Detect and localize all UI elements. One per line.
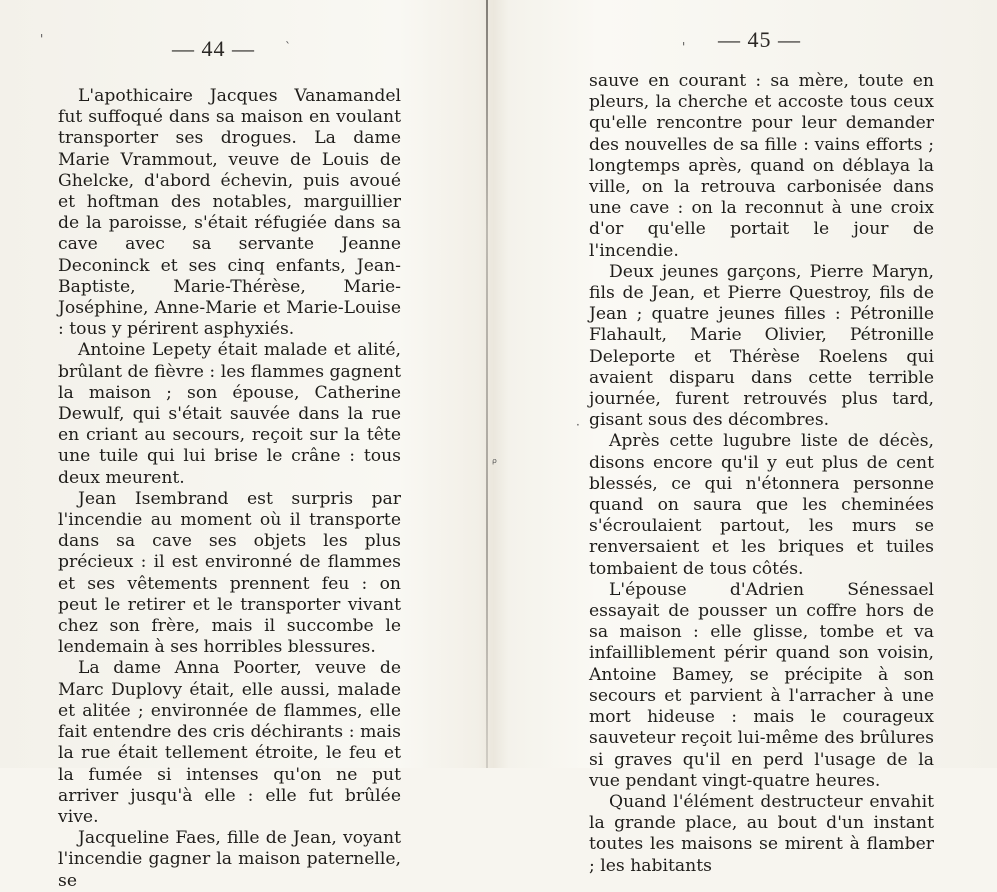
- right-page: [488, 0, 997, 876]
- page-text: [58, 86, 401, 892]
- print-speck: ᵨ: [492, 452, 497, 466]
- paragraph: Deux jeunes garçons, Pierre Maryn, fils de Jean, et Pierre Questroy, fils de Jean ; quatre jeunes filles : Pétronille Flahault, Marie Olivier, Pétronille Deleporte et Thérèse Roelens qui avaient disparu dans cette terrible journée, furent retrouvés plus tard, gisant sous des décombres.: [589, 261, 934, 431]
- paragraph: Jacqueline Faes, fille de Jean, voyant l'incendie gagner la maison paternelle, se: [58, 828, 401, 891]
- paragraph: Jean Isembrand est surpris par l'incendie au moment où il transporte dans sa cave ses objets les plus précieux : il est environné de flammes et ses vêtements prennent feu : on peut le retirer et le transporter vivant chez son frère, mais il succombe le lendemain à ses horribles blessures.: [58, 488, 401, 658]
- paragraph: L'épouse d'Adrien Sénessael essayait de pousser un coffre hors de sa maison : elle glisse, tombe et va infailliblement périr quand son voisin, Antoine Bamey, se précipite à son secours et parvient à l'arracher à une mort hideuse : mais le courageux sauveteur reçoit lui-même des brûlures si graves qu'il en perd l'usage de la vue pendant vingt-quatre heures.: [589, 579, 934, 791]
- paragraph: Quand l'élément destructeur envahit la grande place, au bout d'un instant toutes les maisons se mirent à flamber ; les habitants: [589, 791, 934, 876]
- paragraph: Après cette lugubre liste de décès, disons encore qu'il y eut plus de cent blessés, ce qui n'étonnera personne quand on saura que les cheminées s'écroulaient partout, les murs se renversaient et les briques et tuiles tombaient de tous côtés.: [589, 431, 934, 579]
- paragraph: La dame Anna Poorter, veuve de Marc Duplovy était, elle aussi, malade et alitée ; environnée de flammes, elle fait entendre des cris déchirants : mais la rue était tellement étroite, le feu et la fumée si intenses qu'on ne put arriver jusqu'à elle : elle fut brûlée vive.: [58, 658, 401, 827]
- page-number: — 44 —: [172, 36, 255, 61]
- print-speck: ': [682, 40, 686, 54]
- print-speck: ': [40, 32, 44, 46]
- page-number: — 45 —: [718, 27, 801, 52]
- paragraph: L'apothicaire Jacques Vanamandel fut suffoqué dans sa maison en voulant transporter ses drogues. La dame Marie Vrammout, veuve de Louis de Ghelcke, d'abord échevin, puis avoué et hoftman des notables, marguillier de la paroisse, s'était réfugiée dans sa cave avec sa servante Jeanne Deconinck et ses cinq enfants, Jean-Baptiste, Marie-Thérèse, Marie-Joséphine, Anne-Marie et Marie-Louise : tous y périrent asphyxiés.: [58, 86, 401, 340]
- left-page: [0, 0, 486, 891]
- paragraph: sauve en courant : sa mère, toute en pleurs, la cherche et accoste tous ceux qu'elle rencontre pour leur demander des nouvelles de sa fille : vains efforts ; longtemps après, quand on déblaya la ville, on la retrouva carbonisée dans une cave : on la reconnut à une croix d'or qu'elle portait le jour de l'incendie.: [589, 71, 934, 261]
- print-speck: `: [285, 40, 291, 54]
- page-text: [589, 71, 934, 877]
- print-speck: ·: [576, 418, 580, 432]
- paragraph: Antoine Lepety était malade et alité, brûlant de fièvre : les flammes gagnent la maison ; son épouse, Catherine Dewulf, qui s'était sauvée dans la rue en criant au secours, reçoit sur la tête une tuile qui lui brise le crâne : tous deux meurent.: [58, 340, 401, 488]
